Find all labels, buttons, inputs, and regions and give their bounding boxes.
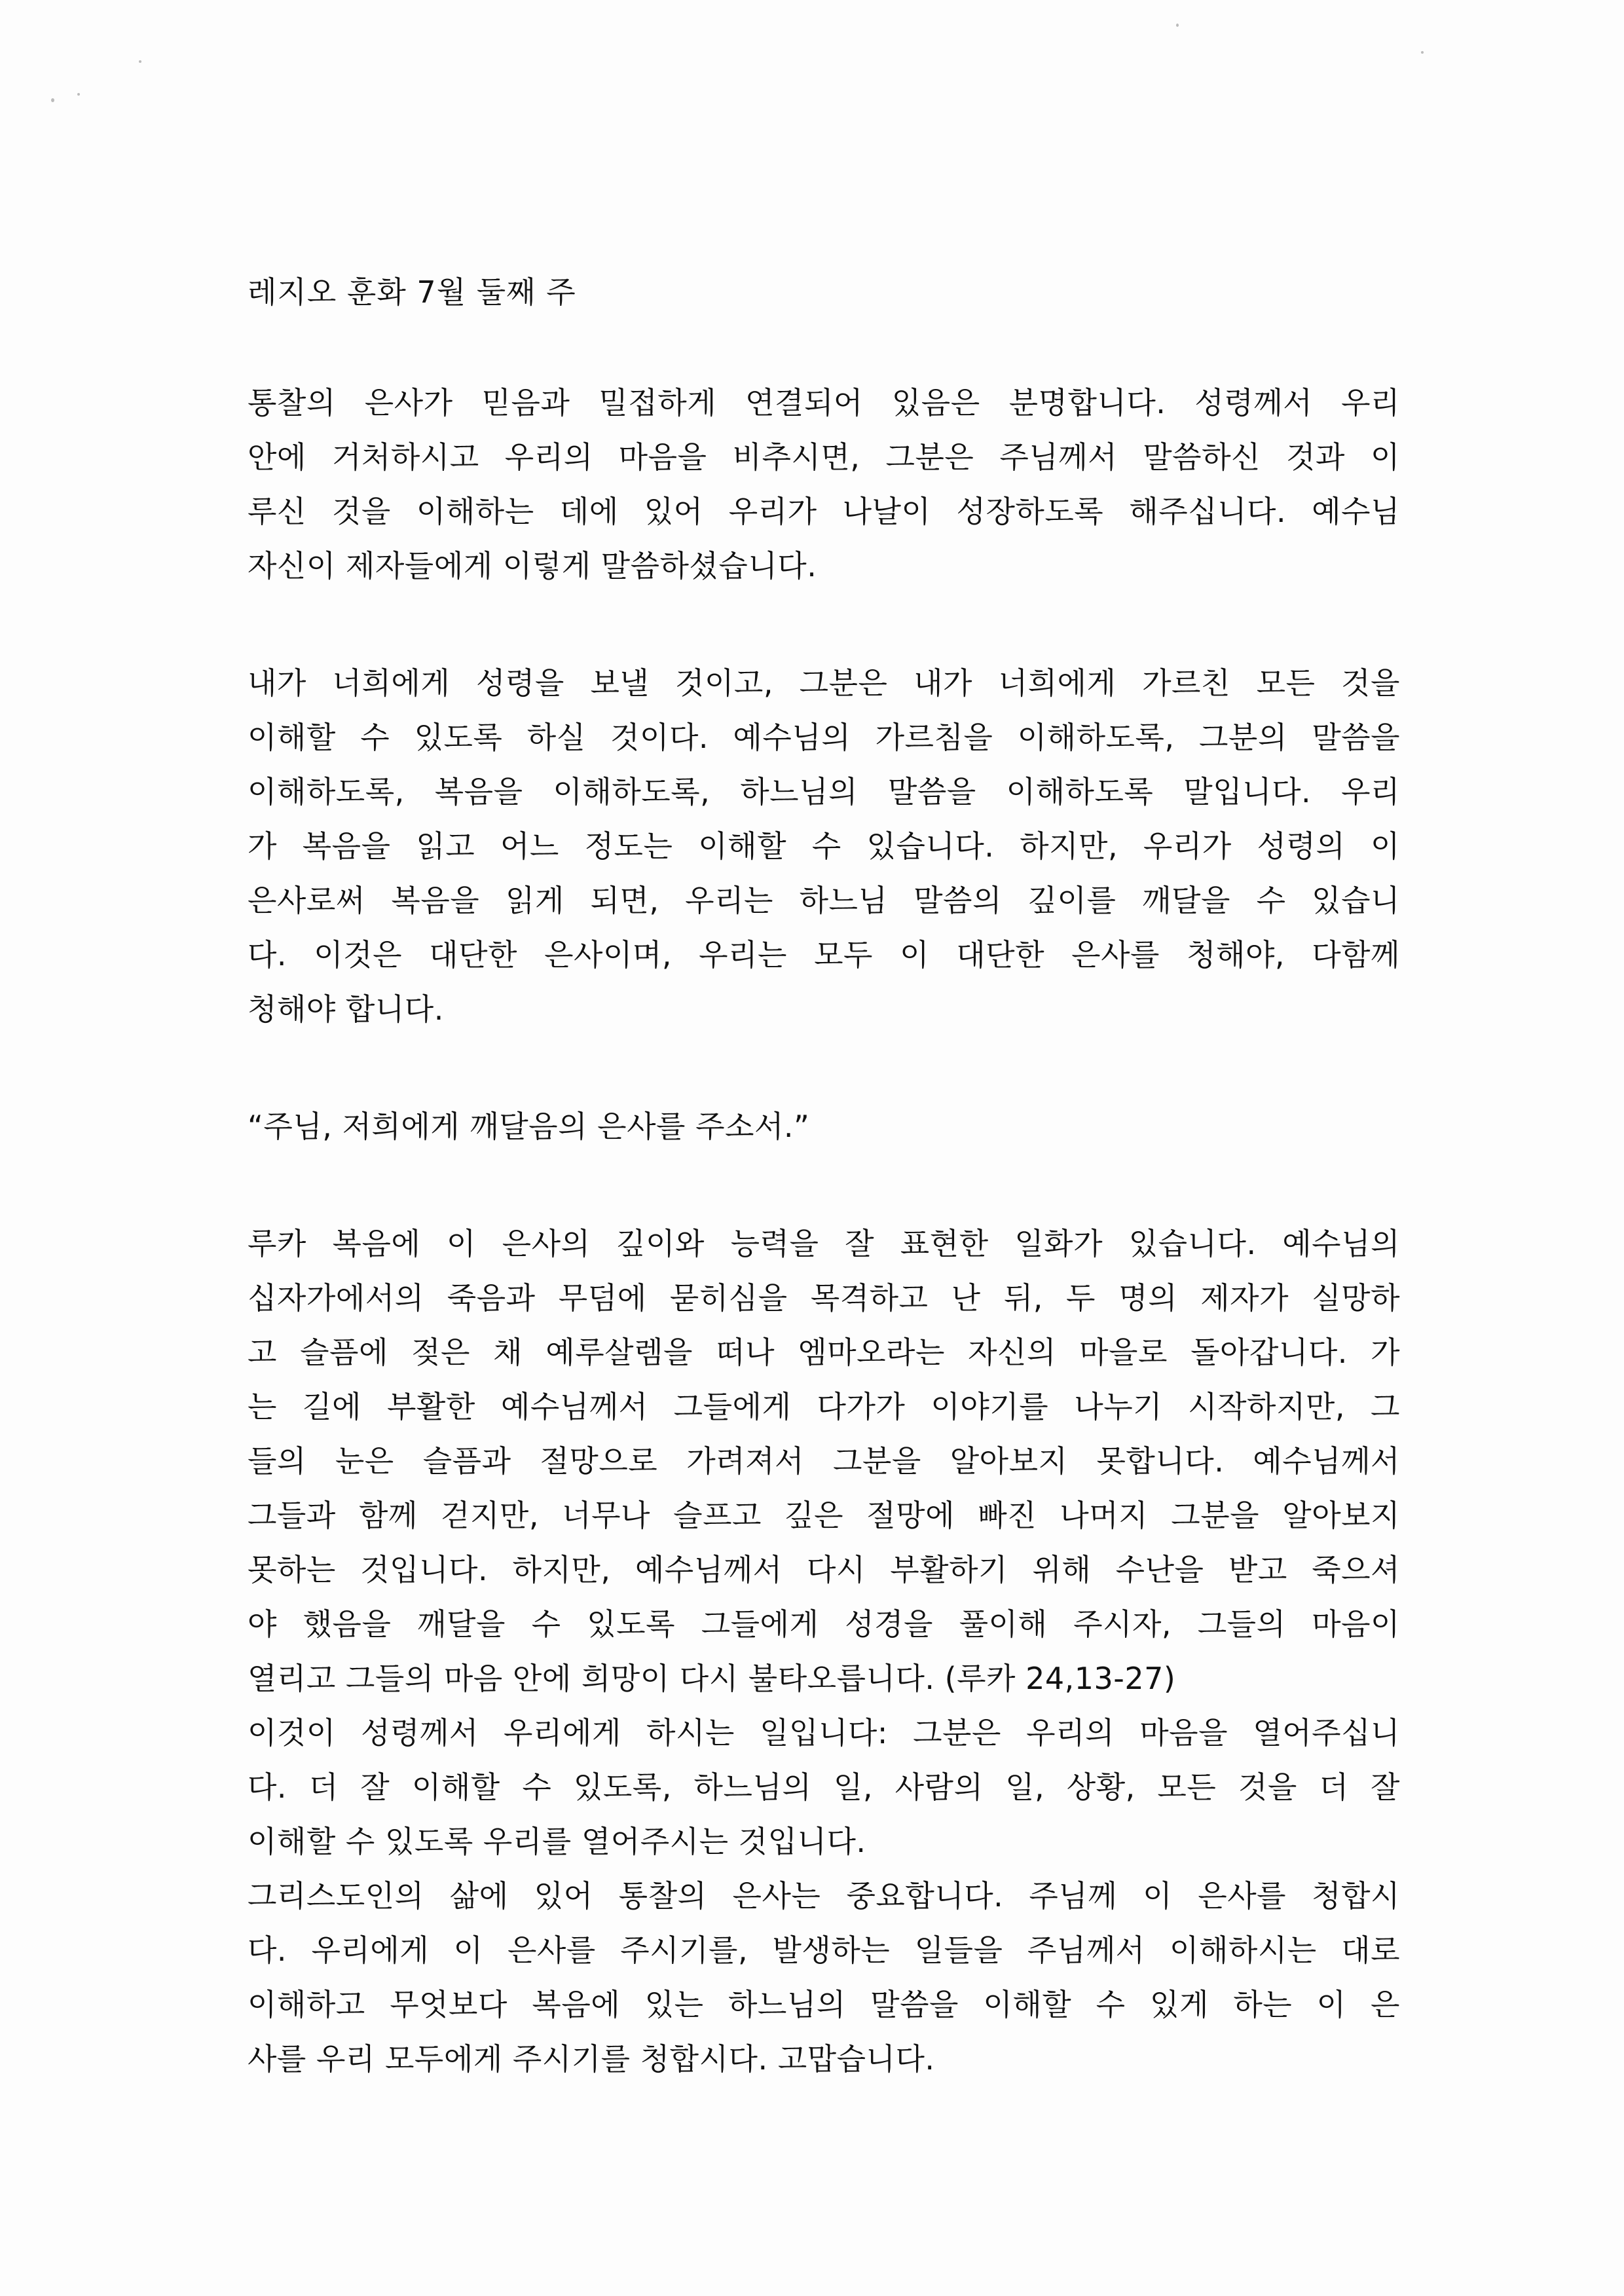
- prayer-line: “주님, 저희에게 깨달음의 은사를 주소서.”: [248, 1109, 810, 1144]
- text-line: 안에 거처하시고 우리의 마음을 비추시면, 그분은 주님께서 말씀하신 것과 이: [248, 439, 1400, 475]
- text-line: 루신 것을 이해하는 데에 있어 우리가 나날이 성장하도록 해주십니다. 예수님: [248, 494, 1400, 529]
- text-line: 그리스도인의 삶에 있어 통찰의 은사는 중요합니다. 주님께 이 은사를 청합시: [248, 1878, 1400, 1914]
- text-line: 은사로써 복음을 읽게 되면, 우리는 하느님 말씀의 깊이를 깨달을 수 있습니: [248, 883, 1400, 918]
- text-line: 열리고 그들의 마음 안에 희망이 다시 불타오릅니다. (루카 24,13-27): [248, 1661, 1176, 1696]
- text-line: 가 복음을 읽고 어느 정도는 이해할 수 있습니다. 하지만, 우리가 성령의 이: [248, 828, 1400, 864]
- prayer-quote: [248, 1100, 1400, 1154]
- text-line: 루카 복음에 이 은사의 깊이와 능력을 잘 표현한 일화가 있습니다. 예수님의: [248, 1226, 1400, 1261]
- text-line: 통찰의 은사가 믿음과 밀접하게 연결되어 있음은 분명합니다. 성령께서 우리: [248, 385, 1400, 420]
- text-line: 이것이 성령께서 우리에게 하시는 일입니다: 그분은 우리의 마음을 열어주십니: [248, 1715, 1400, 1750]
- text-line: 그들과 함께 걷지만, 너무나 슬프고 깊은 절망에 빠진 나머지 그분을 알아보지: [248, 1498, 1400, 1533]
- text-line: 는 길에 부활한 예수님께서 그들에게 다가가 이야기를 나누기 시작하지만, 그: [248, 1389, 1400, 1424]
- scan-speck: [77, 93, 80, 96]
- paragraph-holy-spirit-teaching: [248, 656, 1400, 1037]
- paragraph-insight-and-faith: [248, 376, 1400, 593]
- text-line: 내가 너희에게 성령을 보낼 것이고, 그분은 내가 너희에게 가르친 모든 것을: [248, 665, 1400, 701]
- scan-speck: [51, 98, 54, 102]
- text-line: 다. 더 잘 이해할 수 있도록, 하느님의 일, 사람의 일, 상황, 모든 것을 더 잘: [248, 1769, 1400, 1805]
- text-line: 고 슬픔에 젖은 채 예루살렘을 떠나 엠마오라는 자신의 마을로 돌아갑니다. 가: [248, 1335, 1400, 1370]
- text-line: 못하는 것입니다. 하지만, 예수님께서 다시 부활하기 위해 수난을 받고 죽으셔: [248, 1552, 1400, 1587]
- text-line: 다. 우리에게 이 은사를 주시기를, 발생하는 일들을 주님께서 이해하시는 대로: [248, 1933, 1400, 1968]
- paragraph-gap: [248, 593, 1400, 656]
- document-body: [248, 268, 1400, 2086]
- text-line: 야 했음을 깨달을 수 있도록 그들에게 성경을 풀이해 주시자, 그들의 마음이: [248, 1606, 1400, 1642]
- paragraph-gap: [248, 1154, 1400, 1217]
- text-line: 십자가에서의 죽음과 무덤에 묻히심을 목격하고 난 뒤, 두 명의 제자가 실망하: [248, 1280, 1400, 1316]
- text-line: 이해하도록, 복음을 이해하도록, 하느님의 말씀을 이해하도록 말입니다. 우리: [248, 774, 1400, 809]
- text-line: 들의 눈은 슬픔과 절망으로 가려져서 그분을 알아보지 못합니다. 예수님께서: [248, 1443, 1400, 1479]
- scan-speck: [1176, 24, 1179, 27]
- document-title: 레지오 훈화 7월 둘째 주: [248, 274, 576, 310]
- paragraph-emmaus-story: [248, 1217, 1400, 2086]
- paragraph-gap: [248, 1037, 1400, 1100]
- text-line: 청해야 합니다.: [248, 991, 444, 1027]
- scan-speck: [139, 60, 141, 63]
- text-line: 이해할 수 있도록 하실 것이다. 예수님의 가르침을 이해하도록, 그분의 말씀을: [248, 720, 1400, 755]
- text-line: 자신이 제자들에게 이렇게 말씀하셨습니다.: [248, 548, 817, 583]
- text-line: 이해하고 무엇보다 복음에 있는 하느님의 말씀을 이해할 수 있게 하는 이 은: [248, 1987, 1400, 2022]
- text-line: 다. 이것은 대단한 은사이며, 우리는 모두 이 대단한 은사를 청해야, 다함께: [248, 937, 1400, 972]
- text-line: 사를 우리 모두에게 주시기를 청합시다. 고맙습니다.: [248, 2041, 935, 2077]
- scan-speck: [1421, 51, 1424, 54]
- text-line: 이해할 수 있도록 우리를 열어주시는 것입니다.: [248, 1824, 866, 1859]
